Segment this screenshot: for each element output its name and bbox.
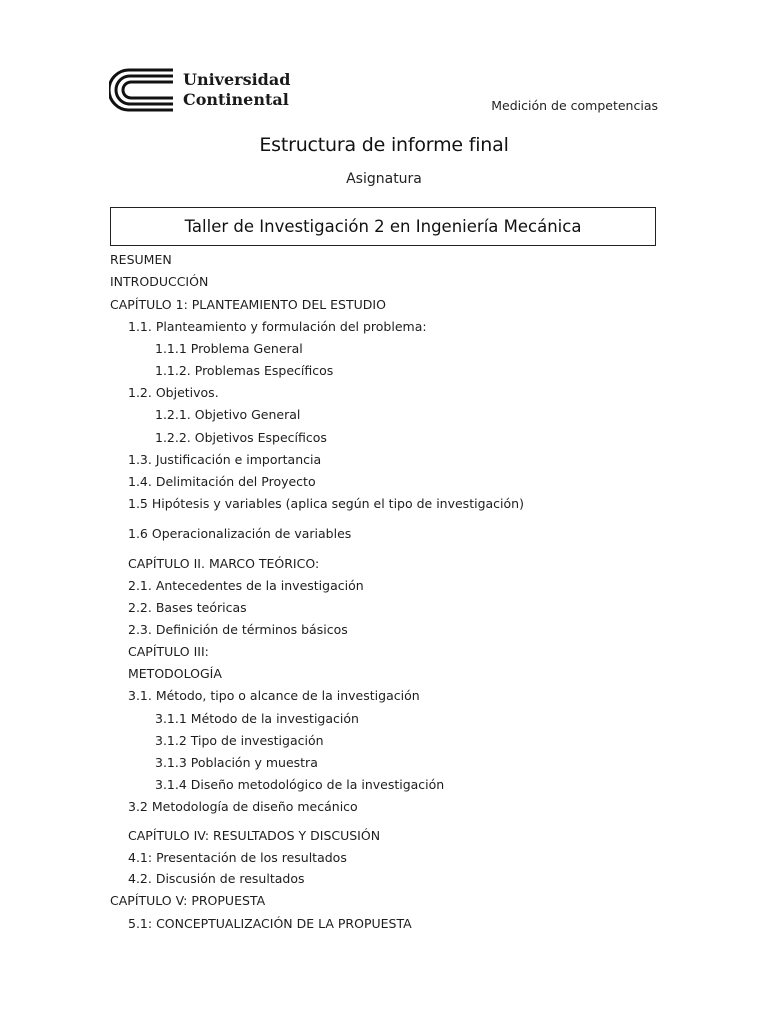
toc-item: CAPÍTULO II. MARCO TEÓRICO: (128, 556, 320, 571)
toc-item: 1.2. Objetivos. (128, 385, 219, 400)
toc-item: 1.2.1. Objetivo General (155, 407, 301, 422)
toc-item: RESUMEN (110, 252, 172, 267)
toc-item: 3.1. Método, tipo o alcance de la investigación (128, 688, 420, 703)
toc-item: 1.5 Hipótesis y variables (aplica según el tipo de investigación) (128, 496, 524, 511)
toc-item: CAPÍTULO IV: RESULTADOS Y DISCUSIÓN (128, 828, 381, 843)
toc-item: 1.4. Delimitación del Proyecto (128, 474, 316, 489)
toc-item: 2.1. Antecedentes de la investigación (128, 578, 364, 593)
toc-item: 4.1: Presentación de los resultados (128, 850, 347, 865)
toc-item: 1.6 Operacionalización de variables (128, 526, 352, 541)
toc-item: 1.1.1 Problema General (155, 341, 303, 356)
document-title: Estructura de informe final (259, 134, 509, 156)
university-name-line2: Continental (183, 90, 289, 109)
university-name-line1: Universidad (183, 70, 291, 89)
toc-item: CAPÍTULO V: PROPUESTA (110, 893, 266, 908)
toc-item: 1.1. Planteamiento y formulación del problema: (128, 319, 427, 334)
toc-item: CAPÍTULO 1: PLANTEAMIENTO DEL ESTUDIO (110, 297, 386, 312)
toc-item: 1.1.2. Problemas Específicos (155, 363, 334, 378)
toc-item: 3.1.2 Tipo de investigación (155, 733, 324, 748)
toc-item: 5.1: CONCEPTUALIZACIÓN DE LA PROPUESTA (128, 916, 412, 931)
toc-item: CAPÍTULO III: (128, 644, 209, 659)
toc-item: 1.3. Justificación e importancia (128, 452, 322, 467)
toc-item: 3.1.1 Método de la investigación (155, 711, 359, 726)
toc-item: METODOLOGÍA (128, 666, 222, 681)
toc-item: 3.2 Metodología de diseño mecánico (128, 799, 358, 814)
toc-item: 3.1.4 Diseño metodológico de la investigación (155, 777, 445, 792)
toc-item: 3.1.3 Población y muestra (155, 755, 318, 770)
toc-item: 2.2. Bases teóricas (128, 600, 247, 615)
document-subtitle: Asignatura (346, 171, 422, 187)
toc-item: 2.3. Definición de términos básicos (128, 622, 348, 637)
course-name: Taller de Investigación 2 en Ingeniería Mecánica (184, 217, 582, 236)
header-caption: Medición de competencias (491, 98, 658, 113)
toc-item: INTRODUCCIÓN (110, 274, 209, 289)
toc-item: 4.2. Discusión de resultados (128, 871, 305, 886)
toc-item: 1.2.2. Objetivos Específicos (155, 430, 327, 445)
